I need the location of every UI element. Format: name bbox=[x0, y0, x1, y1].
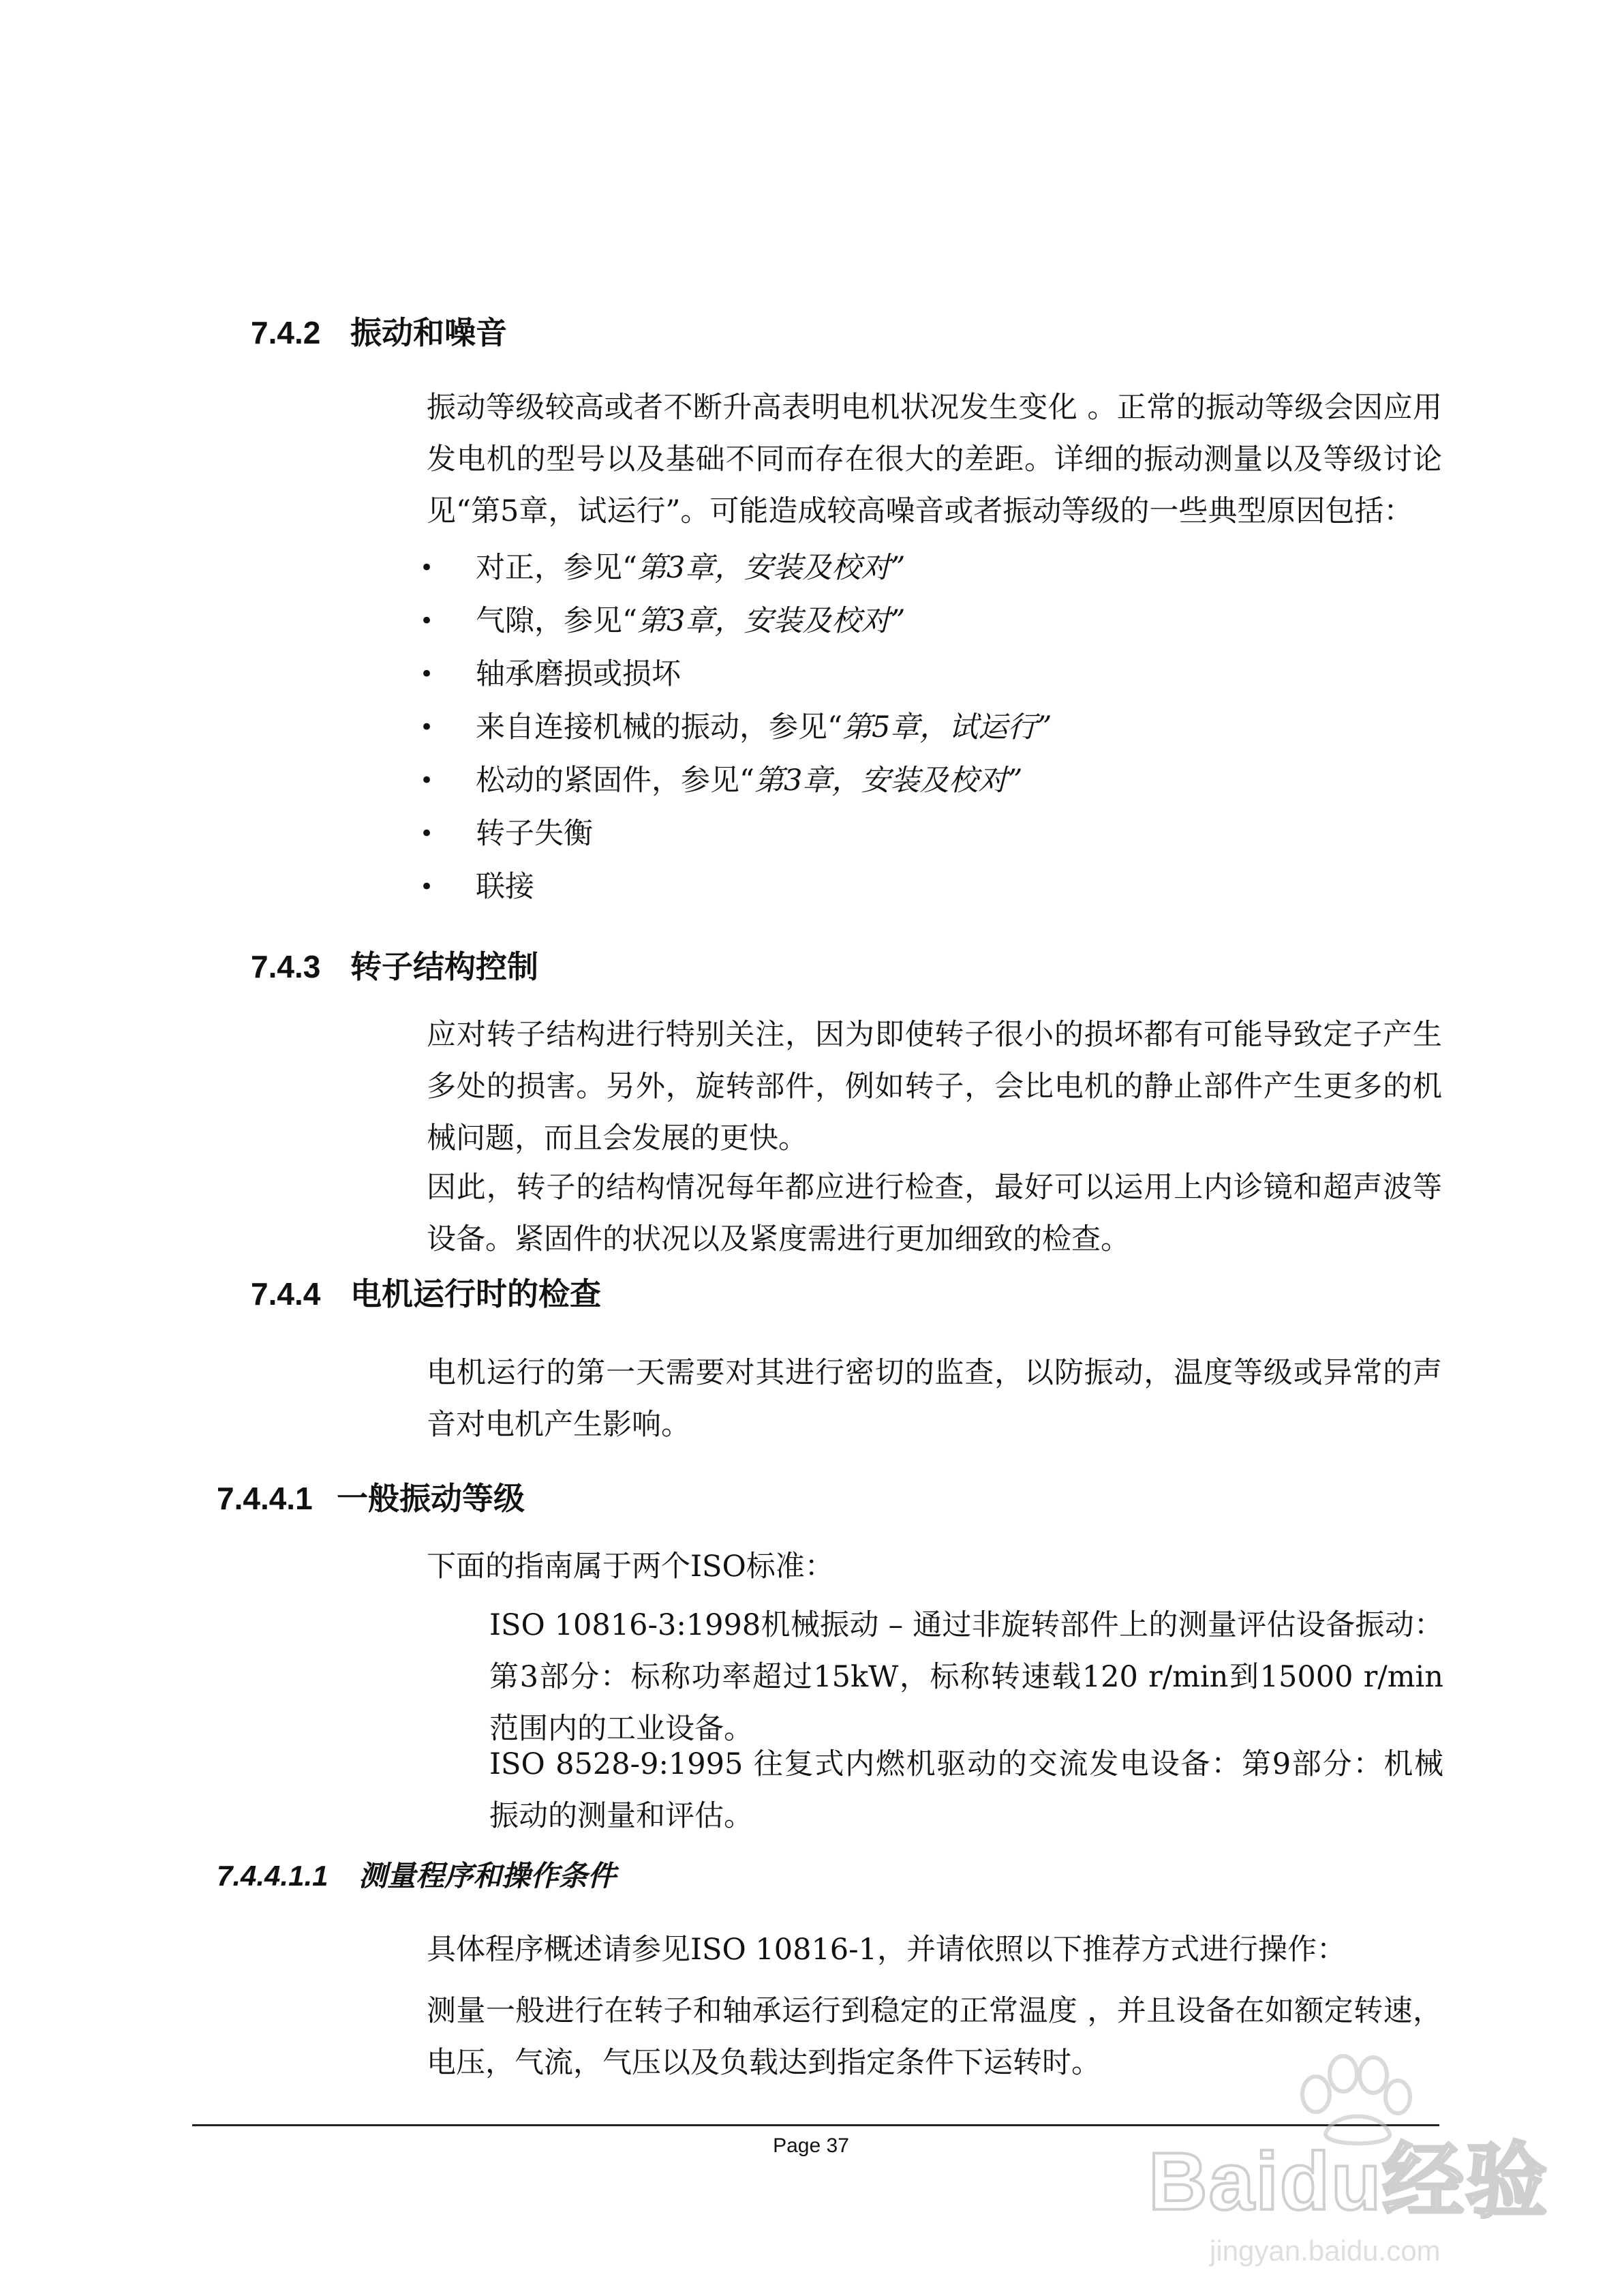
heading-title: 振动和噪音 bbox=[350, 315, 507, 350]
iso-intro-paragraph: 下面的指南属于两个ISO标准： bbox=[427, 1550, 834, 1584]
heading-title: 一般振动等级 bbox=[337, 1481, 525, 1516]
running-check-paragraph: 电机运行的第一天需要对其进行密切的监查，以防振动，温度等级或异常的声音对电机产生影响。 bbox=[427, 1356, 1442, 1442]
heading-number: 7.4.4.1 bbox=[217, 1481, 313, 1516]
heading-7-4-2 bbox=[251, 312, 507, 353]
heading-7-4-3 bbox=[251, 946, 538, 987]
procedure-paragraph-2: 测量一般进行在转子和轴承运行到稳定的正常温度 ，并且设备在如额定转速，电压，气流，气压以及负载达到指定条件下运转时。 bbox=[427, 1994, 1442, 2080]
bullet-icon: • bbox=[420, 767, 434, 794]
list-item: • 对正，参见“ 第3章，安装及校对 ” bbox=[420, 541, 1052, 594]
list-item: • 联接 bbox=[420, 860, 1052, 913]
vibration-causes-list bbox=[420, 541, 1052, 913]
bullet-icon: • bbox=[420, 714, 434, 741]
procedure-paragraph-1: 具体程序概述请参见ISO 10816-1，并请依照以下推荐方式进行操作： bbox=[427, 1933, 1347, 1967]
heading-title: 转子结构控制 bbox=[350, 949, 538, 984]
vibration-intro-paragraph: 振动等级较高或者不断升高表明电机状况发生变化 。正常的振动等级会因应用发电机的型号以及基础不同而存在很大的差距。详细的振动测量以及等级讨论见“第5章，试运行”。可能造成较高噪音或者振动等级的一些典型原因包括： bbox=[427, 391, 1442, 528]
list-item: • 气隙，参见“ 第3章，安装及校对 ” bbox=[420, 594, 1052, 648]
baidu-jingyan-watermark bbox=[1135, 2052, 1549, 2270]
bullet-icon: • bbox=[420, 607, 434, 635]
list-item: • 松动的紧固件，参见“ 第3章，安装及校对 ” bbox=[420, 754, 1052, 807]
paw-icon bbox=[1285, 2052, 1421, 2147]
heading-title: 测量程序和操作条件 bbox=[358, 1860, 617, 1892]
bullet-icon: • bbox=[420, 661, 434, 688]
heading-number: 7.4.4 bbox=[251, 1276, 321, 1312]
list-item: • 轴承磨损或损坏 bbox=[420, 648, 1052, 701]
heading-number: 7.4.4.1.1 bbox=[217, 1860, 328, 1892]
rotor-paragraph-2: 因此，转子的结构情况每年都应进行检查，最好可以运用上内诊镜和超声波等设备。紧固件的状况以及紧度需进行更加细致的检查。 bbox=[427, 1170, 1442, 1256]
iso-standard-10816: ISO 10816-3:1998机械振动 – 通过非旋转部件上的测量评估设备振动：第3部分：标称功率超过15kW，标称转速载120 r/min到15000 r/min范围内的工业设备。 bbox=[489, 1608, 1443, 1746]
heading-number: 7.4.3 bbox=[251, 949, 321, 984]
heading-title: 电机运行时的检查 bbox=[350, 1276, 601, 1312]
heading-number: 7.4.2 bbox=[251, 315, 321, 350]
bullet-icon: • bbox=[420, 554, 434, 581]
heading-7-4-4-1 bbox=[217, 1478, 525, 1519]
list-item: • 来自连接机械的振动，参见“ 第5章，试运行 ” bbox=[420, 701, 1052, 754]
page-number: Page 37 bbox=[773, 2134, 849, 2157]
heading-7-4-4 bbox=[251, 1273, 601, 1314]
watermark-logo: Baidu经验 bbox=[1148, 2136, 1549, 2227]
watermark-url: jingyan.baidu.com bbox=[1210, 2235, 1441, 2267]
bullet-icon: • bbox=[420, 820, 434, 847]
rotor-paragraph-1: 应对转子结构进行特别关注，因为即使转子很小的损坏都有可能导致定子产生多处的损害。另外，旋转部件，例如转子，会比电机的静止部件产生更多的机械问题，而且会发展的更快。 bbox=[427, 1018, 1442, 1155]
list-item: • 转子失衡 bbox=[420, 807, 1052, 860]
heading-7-4-4-1-1 bbox=[217, 1856, 616, 1897]
bullet-icon: • bbox=[420, 873, 434, 901]
iso-standard-8528: ISO 8528-9:1995 往复式内燃机驱动的交流发电设备：第9部分：机械振动的测量和评估。 bbox=[489, 1747, 1443, 1833]
